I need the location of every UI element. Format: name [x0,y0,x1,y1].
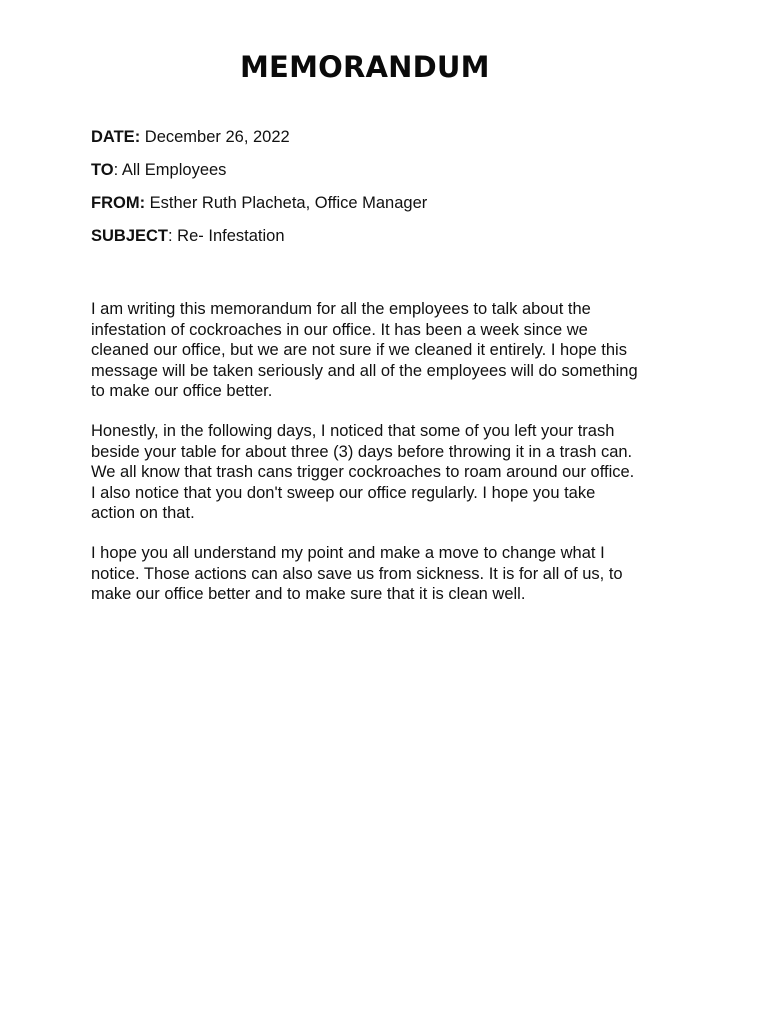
subject-value: : Re- Infestation [168,227,285,245]
memo-date-line [91,127,290,147]
from-label: FROM: [91,194,146,212]
paragraph-line: We all know that trash cans trigger cockroaches to roam around our office. [91,463,635,482]
to-value: : All Employees [113,161,227,179]
memo-subject-line [91,226,285,246]
paragraph-line: beside your table for about three (3) days before throwing it in a trash can. [91,442,633,461]
paragraph-line: I also notice that you don't sweep our office regularly. I hope you take [91,483,596,502]
body-paragraph-1 [91,299,691,402]
subject-label: SUBJECT [91,227,169,245]
paragraph-line: make our office better and to make sure that it is clean well. [91,585,526,604]
paragraph-line: I hope you all understand my point and make a move to change what I [91,544,605,562]
paragraph-line: notice. Those actions can also save us from sickness. It is for all of us, to [91,564,623,583]
paragraph-line: message will be taken seriously and all of the employees will do something [91,361,638,380]
date-label: DATE: [91,128,141,146]
from-value: Esther Ruth Placheta, Office Manager [145,194,428,212]
paragraph-line: cleaned our office, but we are not sure if we cleaned it entirely. I hope this [91,341,627,360]
body-paragraph-3 [91,543,691,605]
paragraph-line: action on that. [91,504,195,523]
memo-to-line [91,160,226,180]
body-paragraph-2 [91,421,691,524]
paragraph-line: I am writing this memorandum for all the employees to talk about the [91,300,591,318]
to-label: TO [91,161,114,179]
memo-from-line [91,193,427,213]
date-value: December 26, 2022 [140,128,290,146]
memo-title: MEMORANDUM [240,50,490,84]
paragraph-line: to make our office better. [91,382,273,401]
paragraph-line: infestation of cockroaches in our office. It has been a week since we [91,320,588,339]
paragraph-line: Honestly, in the following days, I noticed that some of you left your trash [91,422,615,440]
